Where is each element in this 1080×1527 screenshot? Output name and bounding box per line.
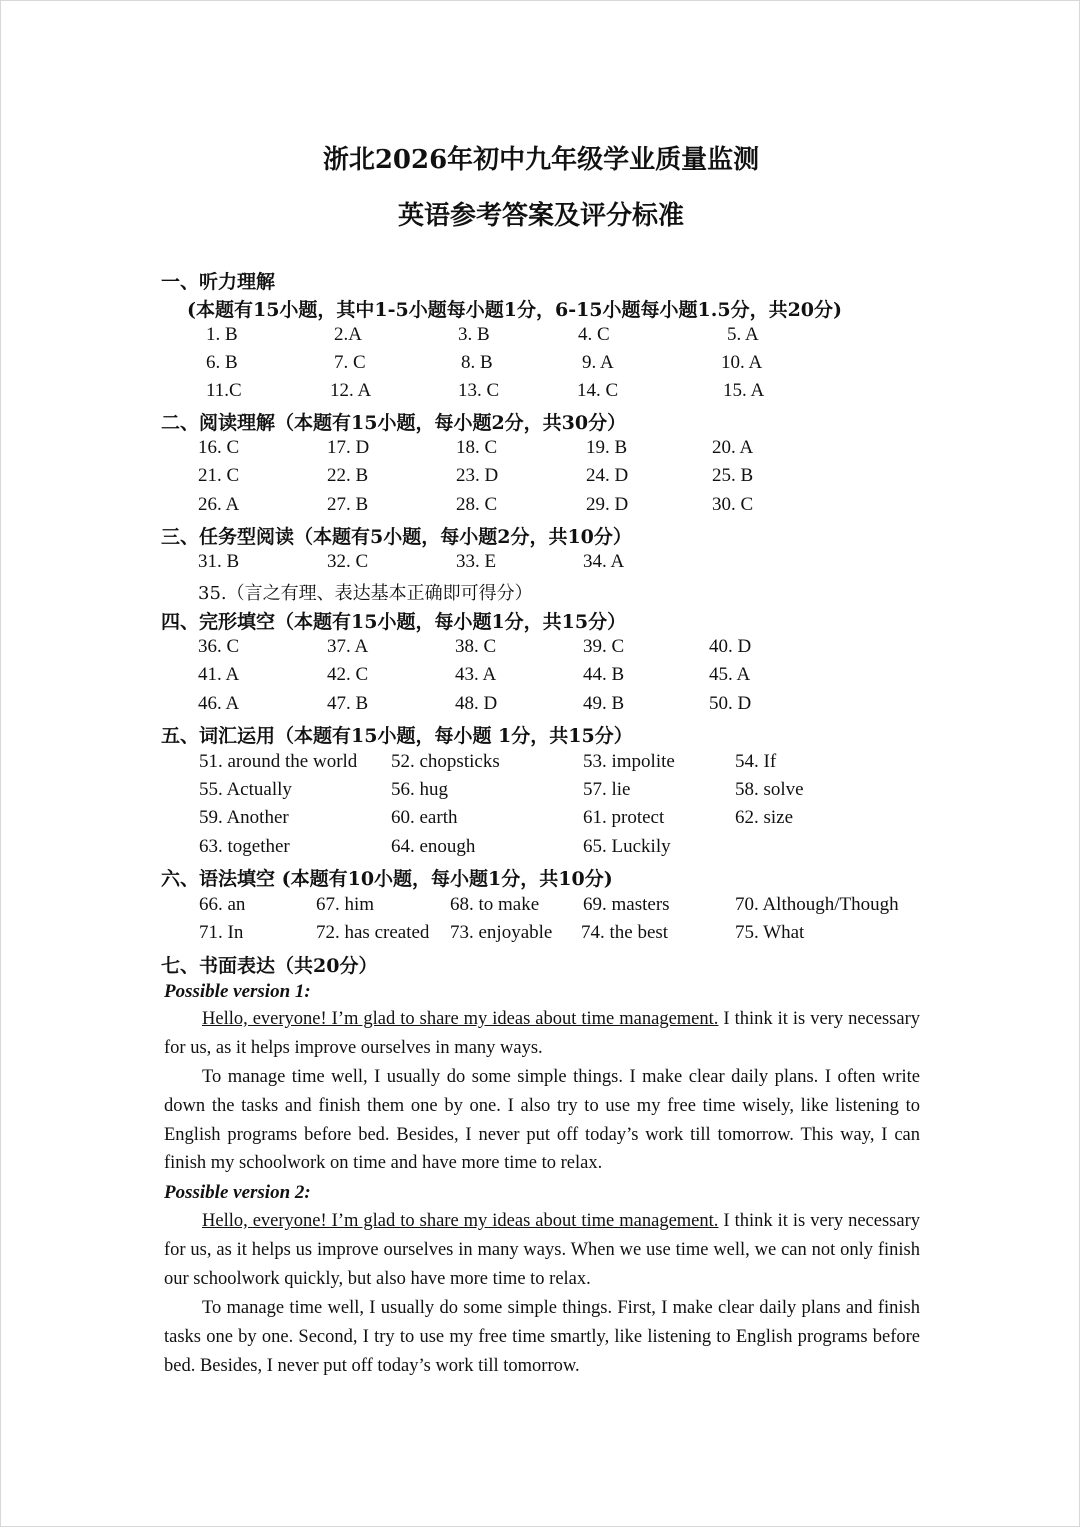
answer-item: 17. D bbox=[327, 437, 370, 458]
answer-item: 2.A bbox=[334, 324, 362, 345]
answer-item: 57. lie bbox=[583, 779, 631, 800]
version-1-paragraph-2: To manage time well, I usually do some simple things. I make clear daily plans. I often write down the tasks and finish them one by one. I also try to use my free time wisely, like listening to English programs before bed. Besides, I never put off today’s work till tomorrow. This way, I can finish my schoolwork on time and have more time to relax. bbox=[164, 1067, 920, 1174]
answer-item: 9. A bbox=[582, 352, 614, 373]
answer-item: 21. C bbox=[198, 465, 240, 486]
answer-row bbox=[1, 664, 1080, 694]
version-2-title: Possible version 2: bbox=[164, 1182, 311, 1203]
answer-item: 49. B bbox=[583, 693, 625, 714]
answer-item: 63. together bbox=[199, 836, 290, 857]
underlined-sentence: Hello, everyone! I’m glad to share my ideas about time management. bbox=[202, 1009, 719, 1029]
answer-item: 46. A bbox=[198, 693, 240, 714]
answer-item: 7. C bbox=[334, 352, 366, 373]
answer-row bbox=[1, 894, 1080, 924]
answer-item: 29. D bbox=[586, 494, 629, 515]
answer-item: 72. has created bbox=[316, 922, 430, 943]
paragraph-text: I think it is very necessary for us, as it helps improve ourselves in many ways. bbox=[164, 1009, 920, 1058]
answer-row bbox=[1, 636, 1080, 666]
answer-item: 47. B bbox=[327, 693, 369, 714]
underlined-sentence: Hello, everyone! I’m glad to share my ideas about time management. bbox=[202, 1211, 719, 1231]
answer-item: 1. B bbox=[206, 324, 238, 345]
answer-item: 55. Actually bbox=[199, 779, 292, 800]
answer-item: 43. A bbox=[455, 664, 497, 685]
answer-item: 13. C bbox=[458, 380, 500, 401]
answer-item: 59. Another bbox=[199, 807, 289, 828]
answer-item: 74. the best bbox=[581, 922, 669, 943]
answer-item: 66. an bbox=[199, 894, 246, 915]
answer-item: 52. chopsticks bbox=[391, 751, 500, 772]
answer-row bbox=[1, 693, 1080, 723]
answer-item: 24. D bbox=[586, 465, 629, 486]
answer-item: 44. B bbox=[583, 664, 625, 685]
answer-row bbox=[1, 751, 1080, 781]
section-heading-2: 二、阅读理解（本题有15小题，每小题2分，共30分） bbox=[161, 412, 627, 434]
section-heading-4: 四、完形填空（本题有15小题，每小题1分，共15分） bbox=[161, 611, 627, 633]
section-heading-1: 一、听力理解 bbox=[161, 271, 276, 293]
answer-item: 41. A bbox=[198, 664, 240, 685]
answer-item: 56. hug bbox=[391, 779, 448, 800]
answer-item: 26. A bbox=[198, 494, 240, 515]
answer-item: 50. D bbox=[709, 693, 752, 714]
page-title: 浙北2026年初中九年级学业质量监测 bbox=[322, 145, 760, 175]
answer-item: 6. B bbox=[206, 352, 238, 373]
answer-item: 25. B bbox=[712, 465, 754, 486]
answer-item: 23. D bbox=[456, 465, 499, 486]
answer-item: 37. A bbox=[327, 636, 369, 657]
section-heading-7: 七、书面表达（共20分） bbox=[161, 955, 378, 977]
answer-row bbox=[1, 836, 1080, 866]
answer-item: 40. D bbox=[709, 636, 752, 657]
answer-item: 60. earth bbox=[391, 807, 458, 828]
answer-item: 15. A bbox=[723, 380, 765, 401]
page-subtitle: 英语参考答案及评分标准 bbox=[397, 201, 684, 231]
answer-item: 61. protect bbox=[583, 807, 665, 828]
answer-item: 73. enjoyable bbox=[450, 922, 553, 943]
answer-item: 14. C bbox=[577, 380, 619, 401]
answer-item: 58. solve bbox=[735, 779, 804, 800]
answer-item: 16. C bbox=[198, 437, 240, 458]
answer-item: 70. Although/Though bbox=[735, 894, 899, 915]
answer-item: 10. A bbox=[721, 352, 763, 373]
answer-item: 64. enough bbox=[391, 836, 476, 857]
answer-row bbox=[1, 465, 1080, 495]
answer-row bbox=[1, 380, 1080, 410]
answer-item: 32. C bbox=[327, 551, 369, 572]
answer-item: 48. D bbox=[455, 693, 498, 714]
paragraph-text: I think it is very necessary for us, as it helps us improve ourselves in many ways. When we use time well, we can not only finish our schoolwork quickly, but also have more time to relax. bbox=[164, 1211, 920, 1289]
answer-row bbox=[1, 324, 1080, 354]
answer-item: 53. impolite bbox=[583, 751, 675, 772]
answer-row bbox=[1, 352, 1080, 382]
section-heading-3: 三、任务型阅读（本题有5小题，每小题2分，共10分） bbox=[161, 526, 632, 548]
section-heading-5: 五、词汇运用（本题有15小题，每小题 1分，共15分） bbox=[161, 725, 633, 747]
answer-item: 68. to make bbox=[450, 894, 540, 915]
answer-item: 18. C bbox=[456, 437, 498, 458]
answer-item: 33. E bbox=[456, 551, 497, 572]
answer-item: 51. around the world bbox=[199, 751, 358, 772]
version-1-title: Possible version 1: bbox=[164, 981, 311, 1002]
section-note-1: (本题有15小题，其中1-5小题每小题1分，6-15小题每小题1.5分，共20分) bbox=[187, 299, 843, 321]
section-heading-6: 六、语法填空 (本题有10小题，每小题1分，共10分) bbox=[161, 868, 613, 890]
answer-item: 20. A bbox=[712, 437, 754, 458]
answer-item: 45. A bbox=[709, 664, 751, 685]
answer-item: 8. B bbox=[461, 352, 493, 373]
answer-item: 34. A bbox=[583, 551, 625, 572]
answer-item: 75. What bbox=[735, 922, 805, 943]
answer-row bbox=[1, 551, 1080, 581]
answer-item: 5. A bbox=[727, 324, 759, 345]
answer-row bbox=[1, 922, 1080, 952]
answer-item: 71. In bbox=[199, 922, 244, 943]
answer-item: 27. B bbox=[327, 494, 369, 515]
answer-item: 65. Luckily bbox=[583, 836, 671, 857]
answer-item: 54. If bbox=[735, 751, 777, 772]
answer-item: 39. C bbox=[583, 636, 625, 657]
answer-item: 4. C bbox=[578, 324, 610, 345]
answer-item: 62. size bbox=[735, 807, 794, 828]
answer-item: 36. C bbox=[198, 636, 240, 657]
answer-item: 28. C bbox=[456, 494, 498, 515]
answer-item: 11.C bbox=[206, 380, 242, 401]
answer-item: 12. A bbox=[330, 380, 372, 401]
version-2-paragraph-2: To manage time well, I usually do some simple things. First, I make clear daily plans and finish tasks one by one. Second, I try to use my free time smartly, like listening to English programs before bed. Besides, I never put off today’s work till tomorrow. bbox=[164, 1298, 920, 1376]
answer-item: 22. B bbox=[327, 465, 369, 486]
answer-item: 31. B bbox=[198, 551, 240, 572]
answer-item: 30. C bbox=[712, 494, 754, 515]
answer-row bbox=[1, 779, 1080, 809]
answer-item: 42. C bbox=[327, 664, 369, 685]
answer-item: 19. B bbox=[586, 437, 628, 458]
answer-item: 67. him bbox=[316, 894, 375, 915]
version-2-paragraph-1 bbox=[164, 1207, 920, 1293]
version-1-paragraph-1 bbox=[164, 1005, 920, 1063]
answer-item: 38. C bbox=[455, 636, 497, 657]
answer-row bbox=[1, 807, 1080, 837]
answer-item: 69. masters bbox=[583, 894, 670, 915]
answer-row bbox=[1, 494, 1080, 524]
answer-row bbox=[1, 437, 1080, 467]
answer-item: 3. B bbox=[458, 324, 490, 345]
answer-note-35: 35.（言之有理、表达基本正确即可得分） bbox=[198, 583, 533, 604]
